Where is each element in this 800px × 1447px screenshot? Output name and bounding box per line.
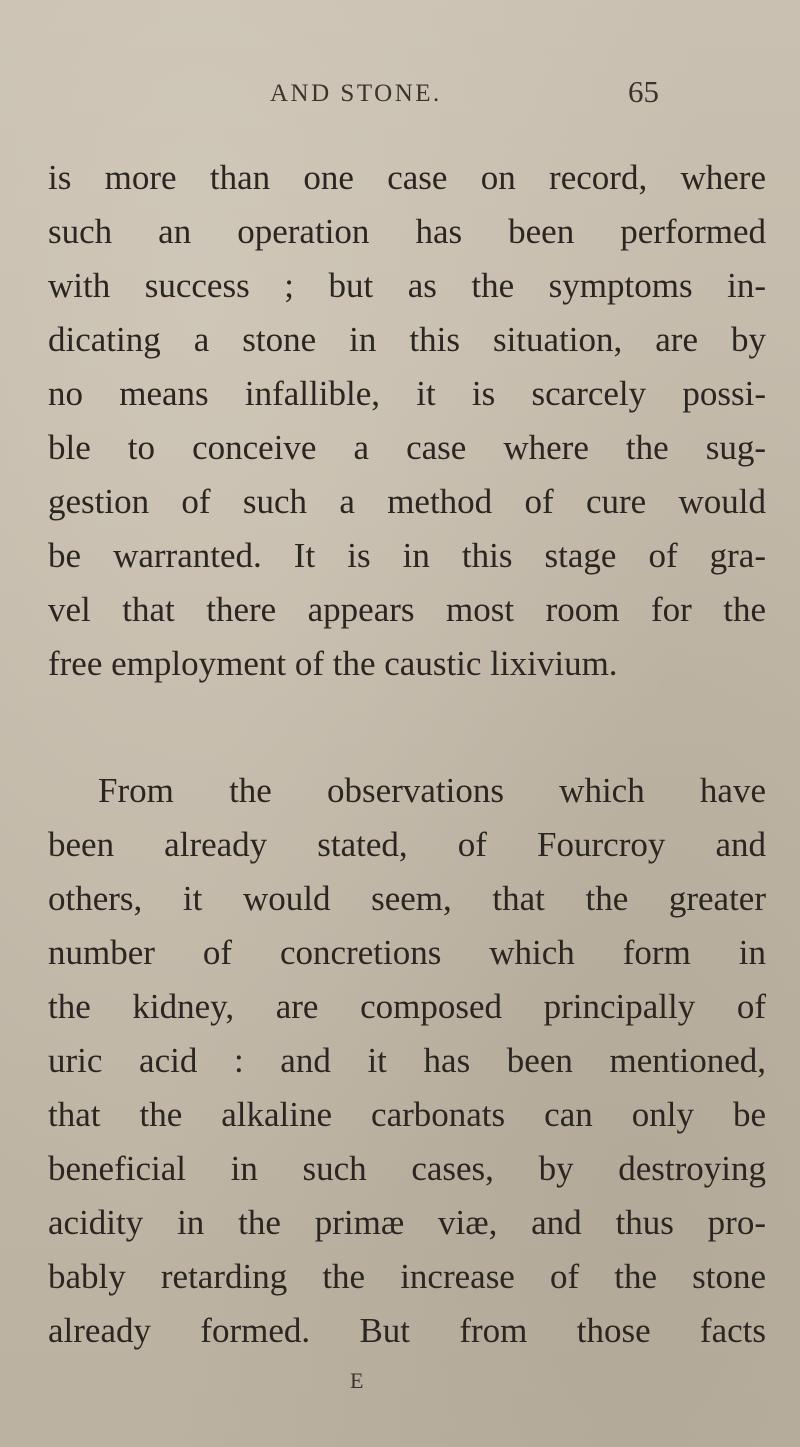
text-line: gestion of such a method of cure would <box>48 482 766 521</box>
text-line: with success ; but as the symptoms in- <box>48 266 766 305</box>
text-line: already formed. But from those facts <box>48 1311 766 1350</box>
paragraph <box>48 151 778 691</box>
text-line: been already stated, of Fourcroy and <box>48 825 766 864</box>
text-line: the kidney, are composed principally of <box>48 987 766 1026</box>
running-head <box>0 70 800 110</box>
body-text <box>48 151 778 1358</box>
text-line: number of concretions which form in <box>48 933 766 972</box>
text-line: free employment of the caustic lixivium. <box>48 644 618 683</box>
text-line: uric acid : and it has been mentioned, <box>48 1041 766 1080</box>
paragraph-gap <box>48 691 778 764</box>
text-line: no means infallible, it is scarcely possi- <box>48 374 766 413</box>
text-line: that the alkaline carbonats can only be <box>48 1095 766 1134</box>
signature-mark: E <box>350 1368 365 1393</box>
page-number: 65 <box>628 74 659 109</box>
text-line: vel that there appears most room for the <box>48 590 766 629</box>
text-line: bably retarding the increase of the stone <box>48 1257 766 1296</box>
text-line: beneficial in such cases, by destroying <box>48 1149 766 1188</box>
text-line: such an operation has been performed <box>48 212 766 251</box>
text-line: dicating a stone in this situation, are by <box>48 320 766 359</box>
text-line: is more than one case on record, where <box>48 158 766 197</box>
text-line: ble to conceive a case where the sug- <box>48 428 766 467</box>
text-line: acidity in the primæ viæ, and thus pro- <box>48 1203 766 1242</box>
text-line: be warranted. It is in this stage of gra- <box>48 536 766 575</box>
text-line: From the observations which have <box>98 771 766 810</box>
text-line: others, it would seem, that the greater <box>48 879 766 918</box>
paragraph <box>48 764 778 1358</box>
running-title: AND STONE. <box>270 80 442 107</box>
